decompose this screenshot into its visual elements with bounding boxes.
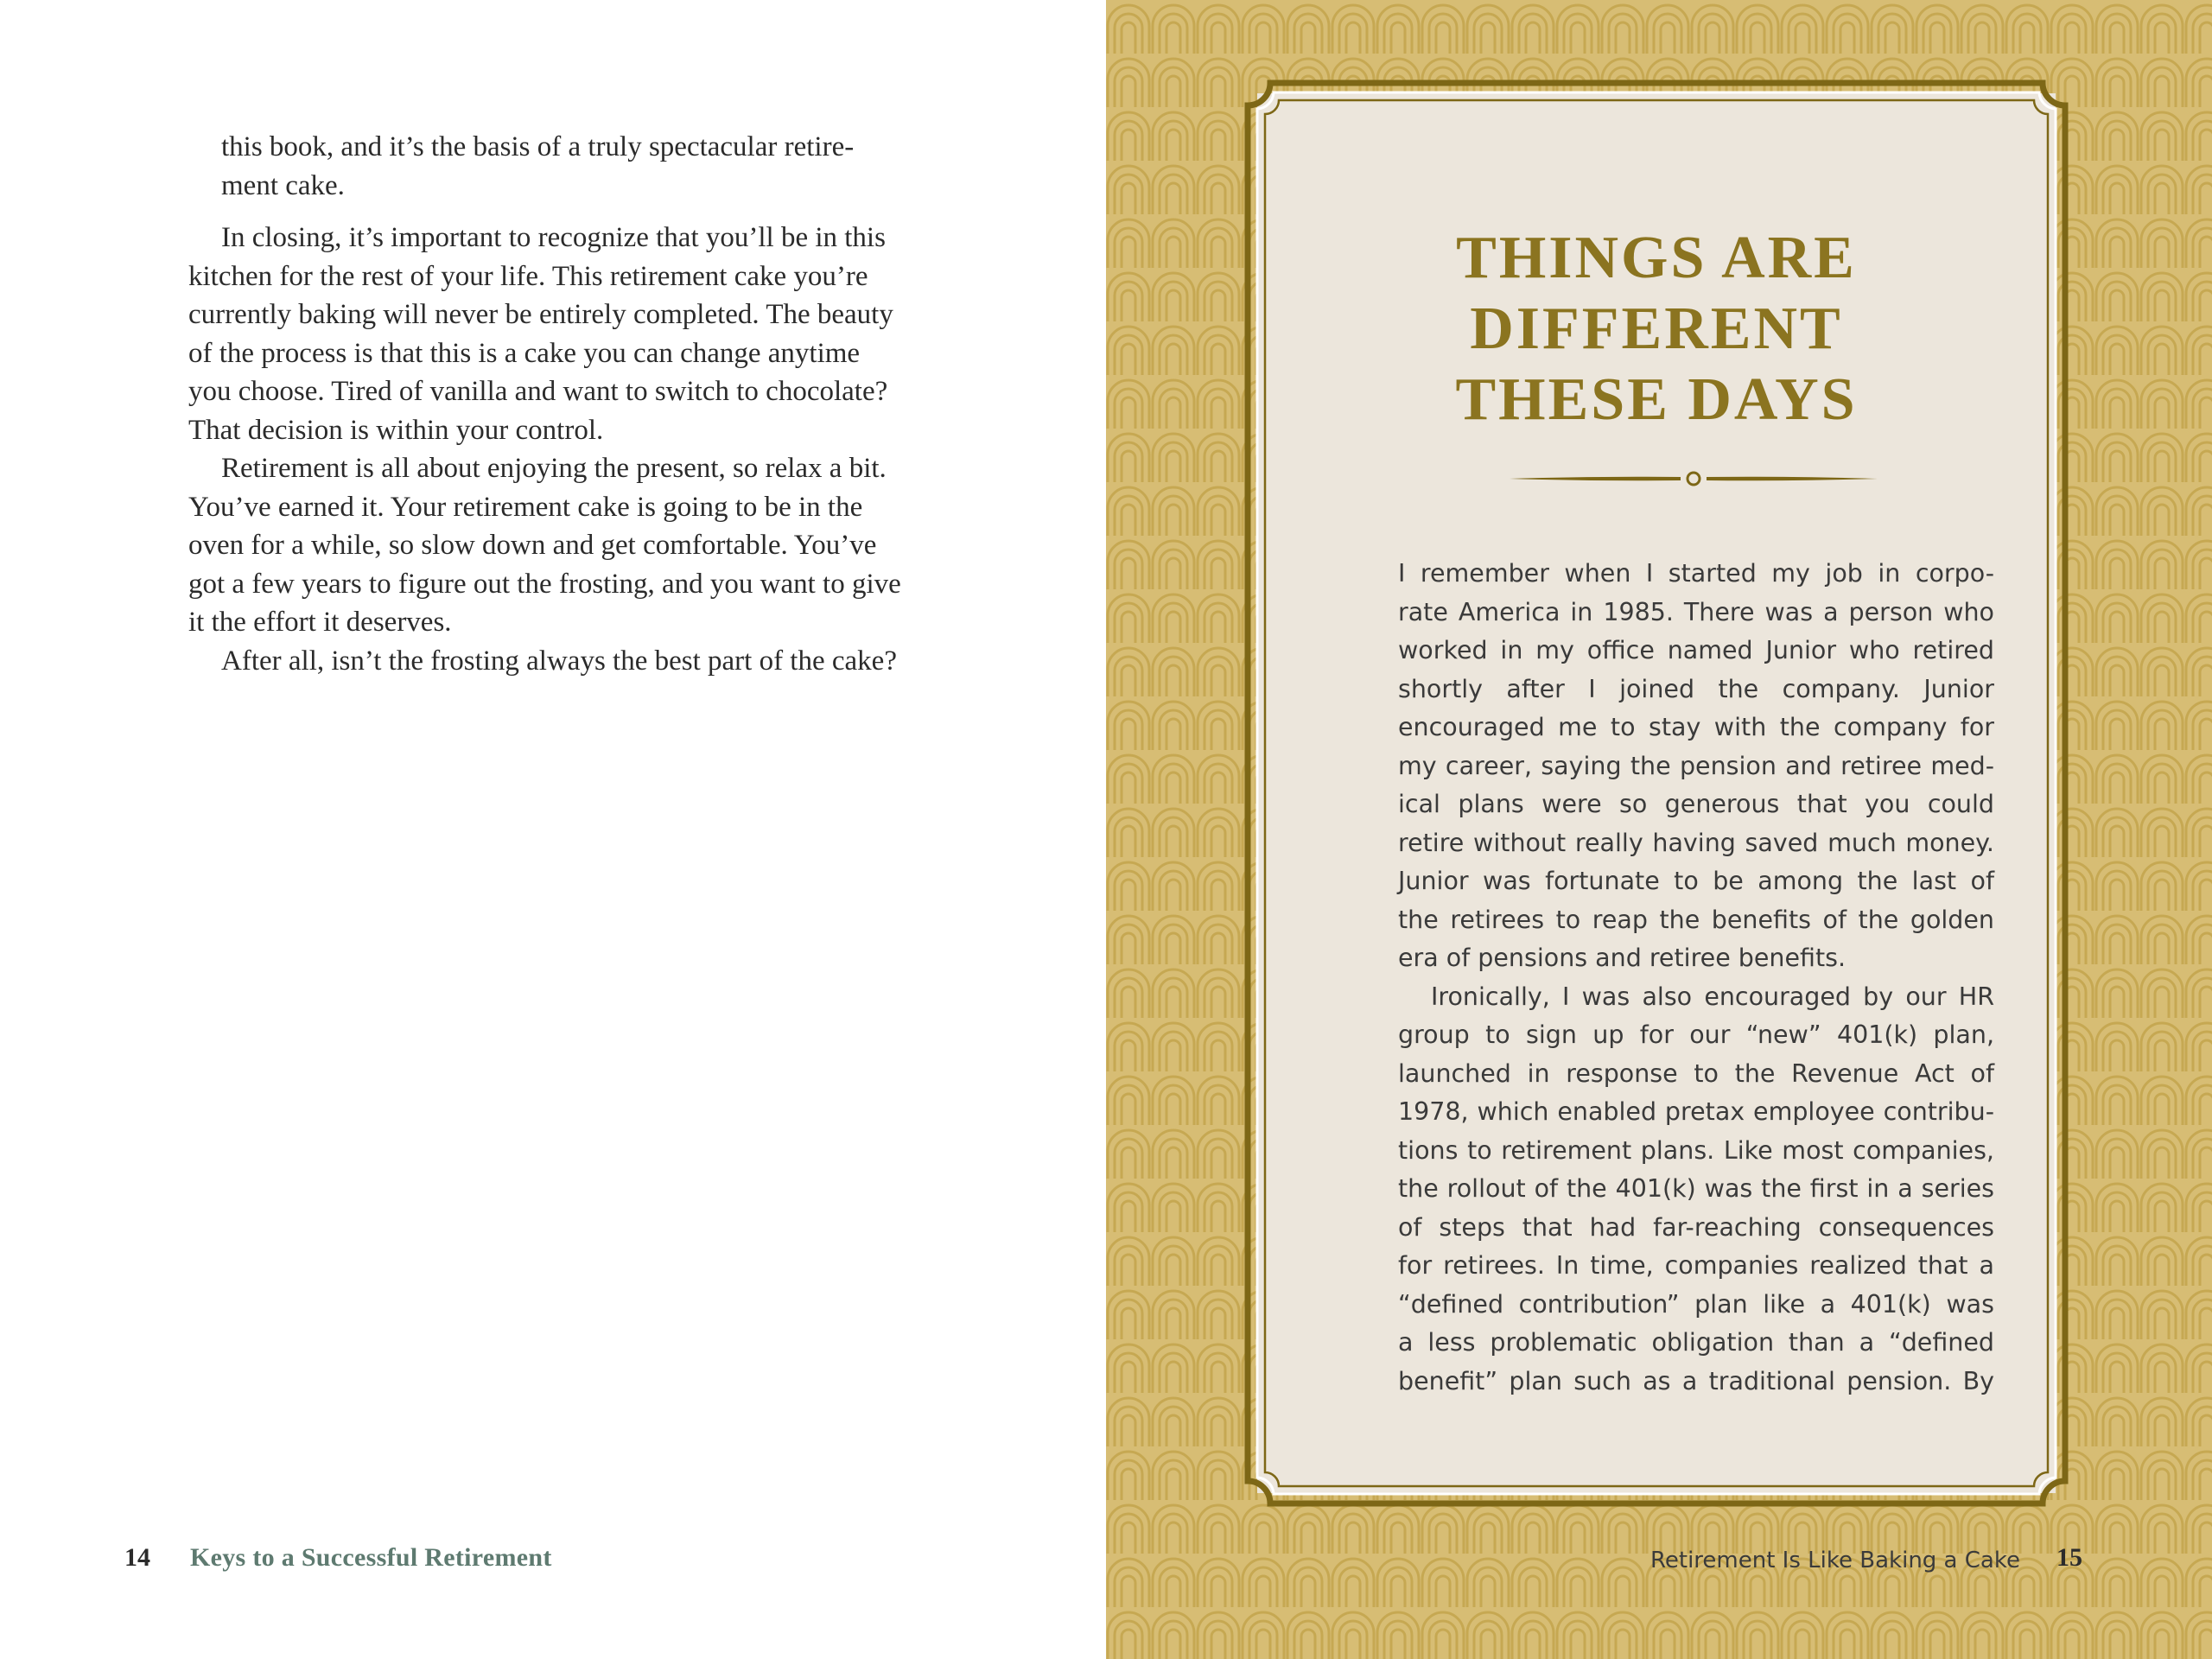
text-line: Retirement is all about enjoying the present, so relax a bit. bbox=[221, 453, 887, 484]
text-line: Ironically, I was also encouraged by our HR bbox=[1431, 982, 1994, 1011]
text-line: rate America in 1985. There was a person who bbox=[1398, 597, 1994, 626]
right-page bbox=[1106, 0, 2212, 1659]
heading-divider-ornament bbox=[1508, 467, 1879, 491]
paragraph bbox=[188, 642, 949, 681]
text-line: it the effort it deserves. bbox=[188, 607, 452, 638]
text-line: After all, isn’t the frosting always the best part of the cake? bbox=[221, 645, 897, 677]
text-line: retire without really having saved much money. bbox=[1398, 828, 1994, 857]
text-line: You’ve earned it. Your retirement cake is going to be in the bbox=[188, 491, 863, 523]
paragraph bbox=[1398, 978, 1994, 1402]
page-number-left: 14 bbox=[124, 1543, 150, 1572]
text-line: tions to retirement plans. Like most companies, bbox=[1398, 1135, 1994, 1165]
text-line: of steps that had far-reaching consequences bbox=[1398, 1212, 1994, 1242]
paragraph bbox=[188, 128, 949, 205]
text-line: of the process is that this is a cake you can change anytime bbox=[188, 337, 861, 369]
text-line: encouraged me to stay with the company for bbox=[1398, 713, 1994, 741]
text-line: shortly after I joined the company. Junior bbox=[1398, 674, 1994, 703]
left-body-text bbox=[188, 128, 949, 680]
text-line: this book, and it’s the basis of a truly spectacular retire- bbox=[221, 131, 855, 162]
text-line: In closing, it’s important to recognize that you’ll be in this bbox=[221, 222, 886, 253]
text-line: my career, saying the pension and retiree med- bbox=[1398, 751, 1994, 780]
text-line: “defined contribution” plan like a 401(k) was bbox=[1398, 1289, 1994, 1319]
page-number-right: 15 bbox=[2056, 1543, 2082, 1572]
text-line: worked in my office named Junior who retired bbox=[1398, 636, 1994, 664]
text-line: era of pensions and retiree benefits. bbox=[1398, 944, 1847, 972]
text-line: That decision is within your control. bbox=[188, 414, 604, 446]
text-line: ical plans were so generous that you could bbox=[1398, 790, 1994, 818]
text-line: launched in response to the Revenue Act of bbox=[1398, 1058, 1994, 1088]
text-line: a less problematic obligation than a “defined bbox=[1398, 1328, 1994, 1357]
text-line: you choose. Tired of vanilla and want to switch to chocolate? bbox=[188, 376, 888, 407]
heading-line: THESE DAYS bbox=[1455, 366, 1858, 433]
sidebar-body-text bbox=[1398, 555, 1994, 1401]
text-line: the retirees to reap the benefits of the golden bbox=[1398, 905, 1994, 934]
paragraph bbox=[1398, 555, 1994, 978]
text-line: kitchen for the rest of your life. This retirement cake you’re bbox=[188, 260, 868, 292]
heading-line: THINGS ARE bbox=[1456, 225, 1857, 291]
paragraph bbox=[188, 449, 949, 642]
text-line: I remember when I started my job in corpo- bbox=[1398, 559, 1994, 588]
text-line: benefit” plan such as a traditional pension. By bbox=[1398, 1366, 1994, 1395]
running-head-right: Retirement Is Like Baking a Cake bbox=[1650, 1548, 2020, 1573]
text-line: the rollout of the 401(k) was the first in a series bbox=[1398, 1174, 1994, 1203]
text-line: 1978, which enabled pretax employee contribu- bbox=[1398, 1097, 1994, 1126]
text-line: group to sign up for our “new” 401(k) plan, bbox=[1398, 1020, 1994, 1049]
text-line: got a few years to figure out the frosting, and you want to give bbox=[188, 568, 901, 600]
text-line: ment cake. bbox=[221, 169, 345, 201]
sidebar-heading bbox=[1257, 223, 2056, 435]
heading-line: DIFFERENT bbox=[1470, 296, 1843, 362]
paragraph bbox=[188, 219, 949, 449]
text-line: for retirees. In time, companies realized that a bbox=[1398, 1251, 1994, 1280]
text-line: Junior was fortunate to be among the last of bbox=[1398, 867, 1994, 895]
running-head-left: Keys to a Successful Retirement bbox=[190, 1543, 552, 1572]
text-line: currently baking will never be entirely completed. The beauty bbox=[188, 299, 893, 330]
text-line: oven for a while, so slow down and get comfortable. You’ve bbox=[188, 530, 877, 561]
